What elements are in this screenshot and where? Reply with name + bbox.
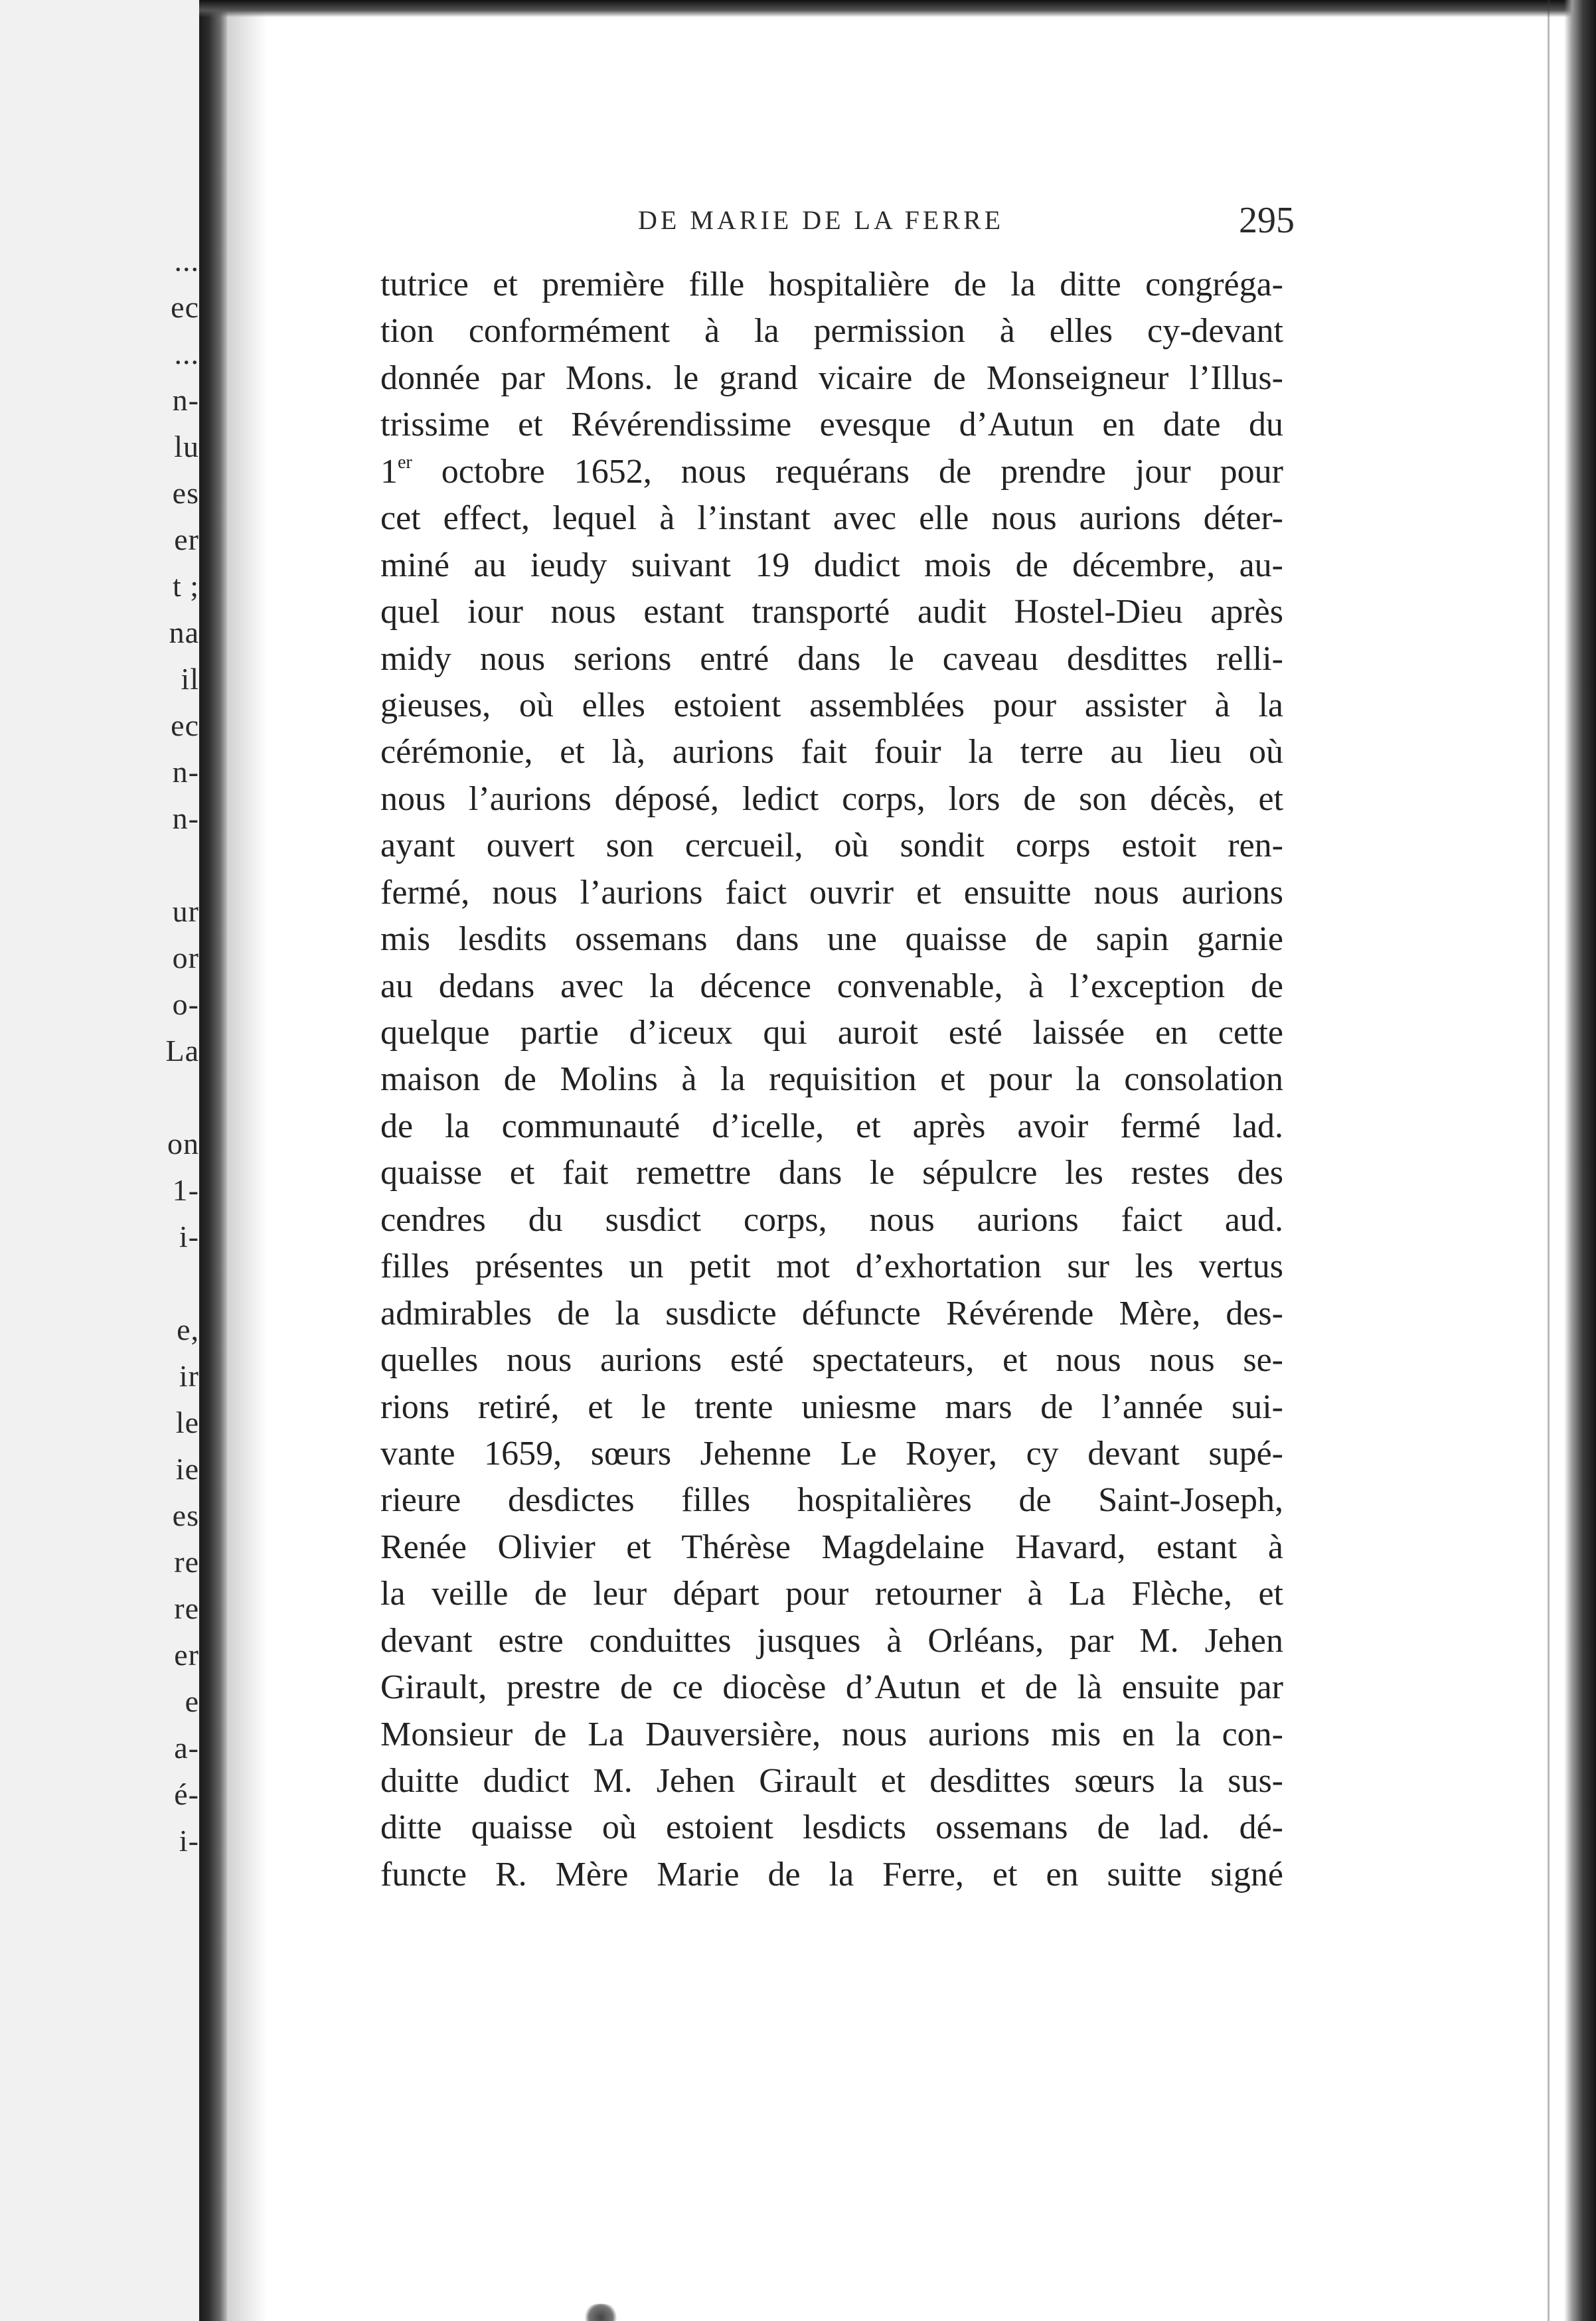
text-line: trissime et Révérendissime evesque d’Autun en date du bbox=[380, 406, 1283, 444]
text-line: ditte quaisse où estoient lesdicts ossemans de lad. dé- bbox=[380, 1808, 1283, 1847]
left-page-fragment: ... bbox=[174, 244, 199, 278]
left-page-fragment: lu bbox=[174, 430, 199, 463]
text-line: vante 1659, sœurs Jehenne Le Royer, cy devant supé- bbox=[380, 1434, 1283, 1473]
text-line: au dedans avec la décence convenable, à l’exception de bbox=[380, 967, 1283, 1005]
text-line: Renée Olivier et Thérèse Magdelaine Havard, estant à bbox=[380, 1528, 1283, 1566]
text-line: rions retiré, et le trente uniesme mars de l’année sui- bbox=[380, 1388, 1283, 1426]
left-page-fragment: i- bbox=[179, 1824, 199, 1858]
text-line: Monsieur de La Dauversière, nous aurions mis en la con- bbox=[380, 1715, 1283, 1753]
left-page-fragment: es bbox=[172, 1498, 199, 1532]
text-line: Girault, prestre de ce diocèse d’Autun et de là ensuite par bbox=[380, 1668, 1283, 1707]
left-page-fragment: 1- bbox=[172, 1173, 199, 1207]
right-page-edge-line bbox=[1548, 0, 1550, 2321]
text-line: fermé, nous l’aurions faict ouvrir et ensuitte nous aurions bbox=[380, 873, 1283, 912]
text-line: gieuses, où elles estoient assemblées pour assister à la bbox=[380, 686, 1283, 724]
text-line: la veille de leur départ pour retourner à La Flèche, et bbox=[380, 1575, 1283, 1613]
left-page-fragment: o- bbox=[172, 987, 199, 1021]
left-page-fragment: ie bbox=[175, 1452, 199, 1486]
left-page-fragment: ir bbox=[179, 1359, 199, 1393]
superscript-tail: octobre 1652, nous requérans de prendre jour pour bbox=[412, 452, 1283, 491]
left-page-fragment: n- bbox=[172, 755, 199, 789]
text-line: miné au ieudy suivant 19 dudict mois de décembre, au- bbox=[380, 546, 1283, 584]
text-line: functe R. Mère Marie de la Ferre, et en suitte signé bbox=[380, 1855, 1283, 1893]
text-line: maison de Molins à la requisition et pour la consolation bbox=[380, 1060, 1283, 1099]
left-page-fragment: e, bbox=[177, 1313, 199, 1346]
text-line: midy nous serions entré dans le caveau desdittes relli- bbox=[380, 639, 1283, 678]
right-scan-edge bbox=[1564, 0, 1596, 2321]
text-line: quelque partie d’iceux qui auroit esté laissée en cette bbox=[380, 1014, 1283, 1052]
left-page-fragment: t ; bbox=[172, 569, 199, 603]
left-page-fragment: il bbox=[181, 662, 199, 696]
text-line: mis lesdits ossemans dans une quaisse de sapin garnie bbox=[380, 920, 1283, 959]
gutter-shadow bbox=[227, 0, 267, 2321]
ordinal-superscript: er bbox=[398, 451, 412, 473]
text-line: quelles nous aurions esté spectateurs, et nous nous se- bbox=[380, 1341, 1283, 1380]
left-facing-page bbox=[0, 0, 199, 2321]
text-line bbox=[380, 449, 1283, 495]
text-line: filles présentes un petit mot d’exhortation sur les vertus bbox=[380, 1247, 1283, 1286]
left-page-fragment: n- bbox=[172, 801, 199, 835]
left-page-fragment: or bbox=[172, 941, 199, 975]
text-line: duitte dudict M. Jehen Girault et desdittes sœurs la sus- bbox=[380, 1762, 1283, 1800]
text-line: cérémonie, et là, aurions fait fouir la terre au lieu où bbox=[380, 733, 1283, 771]
left-page-fragment: ec bbox=[171, 708, 199, 742]
left-page-fragment: er bbox=[174, 1638, 199, 1672]
text-line: donnée par Mons. le grand vicaire de Monseigneur l’Illus- bbox=[380, 359, 1283, 397]
text-line: admirables de la susdicte défuncte Révérende Mère, des- bbox=[380, 1294, 1283, 1332]
left-page-fragment: le bbox=[175, 1405, 199, 1439]
text-line: cet effect, lequel à l’instant avec elle nous aurions déter- bbox=[380, 499, 1283, 538]
text-line: tion conformément à la permission à elles cy-devant bbox=[380, 312, 1283, 351]
left-page-fragment: on bbox=[167, 1127, 199, 1160]
left-page-fragment: ec bbox=[171, 290, 199, 324]
text-line: ayant ouvert son cercueil, où sondit corps estoit ren- bbox=[380, 827, 1283, 865]
text-line: devant estre conduittes jusques à Orléans, par M. Jehen bbox=[380, 1621, 1283, 1660]
left-page-fragment: re bbox=[174, 1591, 199, 1625]
top-scan-edge bbox=[199, 0, 1596, 17]
body-text bbox=[380, 262, 1283, 1898]
text-line: rieure desdictes filles hospitalières de Saint-Joseph, bbox=[380, 1481, 1283, 1520]
left-page-fragment: i- bbox=[179, 1220, 199, 1253]
running-header bbox=[382, 200, 1295, 244]
bottom-speck bbox=[584, 2304, 617, 2321]
binding-gutter bbox=[199, 0, 227, 2321]
text-line: quel iour nous estant transporté audit Hostel-Dieu après bbox=[380, 593, 1283, 631]
left-page-fragment: n- bbox=[172, 383, 199, 417]
left-page-fragment: e bbox=[185, 1684, 199, 1718]
left-page-fragment: es bbox=[172, 476, 199, 510]
text-line: quaisse et fait remettre dans le sépulcre les restes des bbox=[380, 1154, 1283, 1192]
left-page-fragment: na bbox=[169, 615, 199, 649]
text-line: tutrice et première fille hospitalière de la ditte congréga- bbox=[380, 266, 1283, 303]
superscript-lead: 1 bbox=[380, 452, 398, 491]
left-page-fragment: ... bbox=[174, 337, 199, 370]
left-page-fragment: re bbox=[174, 1545, 199, 1579]
running-title: DE MARIE DE LA FERRE bbox=[638, 205, 1004, 235]
text-line: cendres du susdict corps, nous aurions faict aud. bbox=[380, 1200, 1283, 1239]
text-line: nous l’aurions déposé, ledict corps, lors de son décès, et bbox=[380, 779, 1283, 818]
left-page-fragment: er bbox=[174, 522, 199, 556]
left-page-fragment: ur bbox=[172, 894, 199, 928]
text-line: de la communauté d’icelle, et après avoir fermé lad. bbox=[380, 1107, 1283, 1145]
left-page-fragment: a- bbox=[174, 1731, 199, 1765]
page-number: 295 bbox=[1239, 200, 1295, 241]
left-page-fragment: é- bbox=[174, 1777, 199, 1811]
left-page-fragment: La bbox=[165, 1034, 199, 1068]
